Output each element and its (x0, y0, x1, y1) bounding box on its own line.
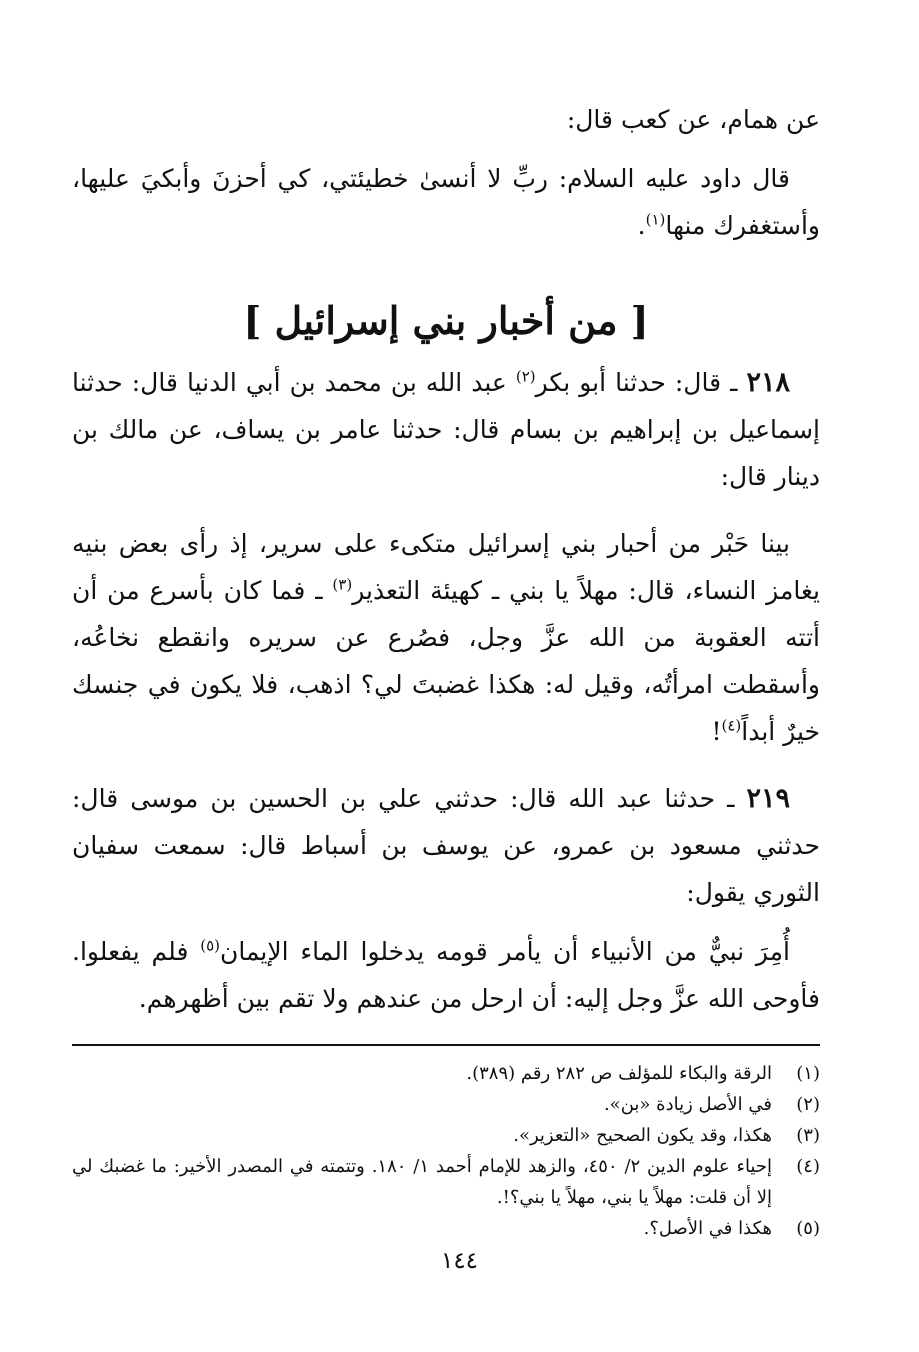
matn-218-part1: بينا حَبْر من أحبار بني إسرائيل متكىء على سرير، إذ رأى بعض بنيه يغامز النساء، قال: مهلاً يا بني ـ كهيئة التعذير (72, 529, 820, 605)
footnote-number: (٥) (796, 1218, 820, 1239)
footnote-number: (٤) (796, 1156, 820, 1177)
section-heading: [ من أخبار بني إسرائيل ] (243, 298, 649, 343)
footnote-text: في الأصل زيادة «بن». (603, 1094, 772, 1115)
hadith-219-matn (72, 928, 820, 1022)
footnote-number: (٣) (796, 1125, 820, 1146)
hadith-218-isnad (72, 359, 820, 500)
footnote-separator (72, 1044, 820, 1046)
footnote-text: هكذا في الأصل؟. (643, 1218, 772, 1239)
quote-text: قال داود عليه السلام: ربِّ لا أنسىٰ خطيئتي، كي أحزنَ وأبكيَ عليها، وأستغفرك منها (72, 164, 820, 240)
footnote-ref-2: (٢) (515, 367, 536, 386)
hadith-219-isnad (72, 775, 820, 916)
quote-end: . (637, 211, 646, 240)
footnote-ref-3: (٣) (332, 575, 353, 594)
footnote-ref-5: (٥) (200, 936, 220, 955)
footnote-number: (١) (796, 1063, 820, 1084)
matn-219-part2: فلم يفعلوا. فأوحى الله عزَّ وجل إليه: أن ارحل من عندهم ولا تقم بين أظهرهم. (72, 937, 820, 1013)
footnote-text: إحياء علوم الدين ٢/ ٤٥٠، والزهد للإمام أحمد ١/ ١٨٠. وتتمته في المصدر الأخير: ما غضبك لي إلا أن قلت: مهلاً يا بني، مهلاً يا بني؟!. (72, 1156, 772, 1208)
footnote-number: (٢) (796, 1094, 820, 1115)
footnote-2 (72, 1089, 820, 1120)
footnote-text: الرقة والبكاء للمؤلف ص ٢٨٢ رقم (٣٨٩). (466, 1063, 772, 1084)
matn-218-end: ! (711, 717, 722, 746)
footnote-3 (72, 1120, 820, 1151)
footnote-text: هكذا، وقد يكون الصحيح «التعزير». (513, 1125, 772, 1146)
book-page (72, 96, 820, 1244)
page-number: ١٤٤ (440, 1248, 479, 1274)
hadith-218-matn (72, 520, 820, 755)
matn-219-part1: أُمِرَ نبيٌّ من الأنبياء أن يأمر قومه يدخلوا الماء الإيمان (219, 937, 790, 966)
footnote-ref-4: (٤) (721, 716, 742, 735)
footnote-4 (72, 1151, 820, 1213)
isnad-218-part2: عبد الله بن محمد بن أبي الدنيا قال: حدثنا إسماعيل بن إبراهيم بن بسام قال: حدثنا عامر بن يساف، عن مالك بن دينار قال: (72, 368, 820, 491)
footnotes (72, 1058, 820, 1244)
footnote-1 (72, 1058, 820, 1089)
intro-line: عن همام، عن كعب قال: (566, 105, 820, 134)
isnad-219: ـ حدثنا عبد الله قال: حدثني علي بن الحسين بن موسى قال: حدثني مسعود بن عمرو، عن يوسف بن أسباط قال: سمعت سفيان الثوري يقول: (72, 784, 820, 907)
footnote-5 (72, 1213, 820, 1244)
footnote-ref-1: (١) (645, 210, 666, 229)
isnad-218-part1: ـ قال: حدثنا أبو بكر (535, 368, 747, 397)
hadith-number-218: ٢١٨ (746, 367, 790, 398)
dawud-quote (72, 155, 820, 249)
hadith-number-219: ٢١٩ (746, 783, 790, 814)
matn-218-part2: ـ فما كان بأسرع من أن أتته العقوبة من الله عزَّ وجل، فصُرع عن سريره وانقطع نخاعُه، وأسقطت امرأتُه، وقيل له: هكذا غضبتَ لي؟ اذهب، فلا يكون في جنسك خيرٌ أبداً (72, 576, 820, 746)
